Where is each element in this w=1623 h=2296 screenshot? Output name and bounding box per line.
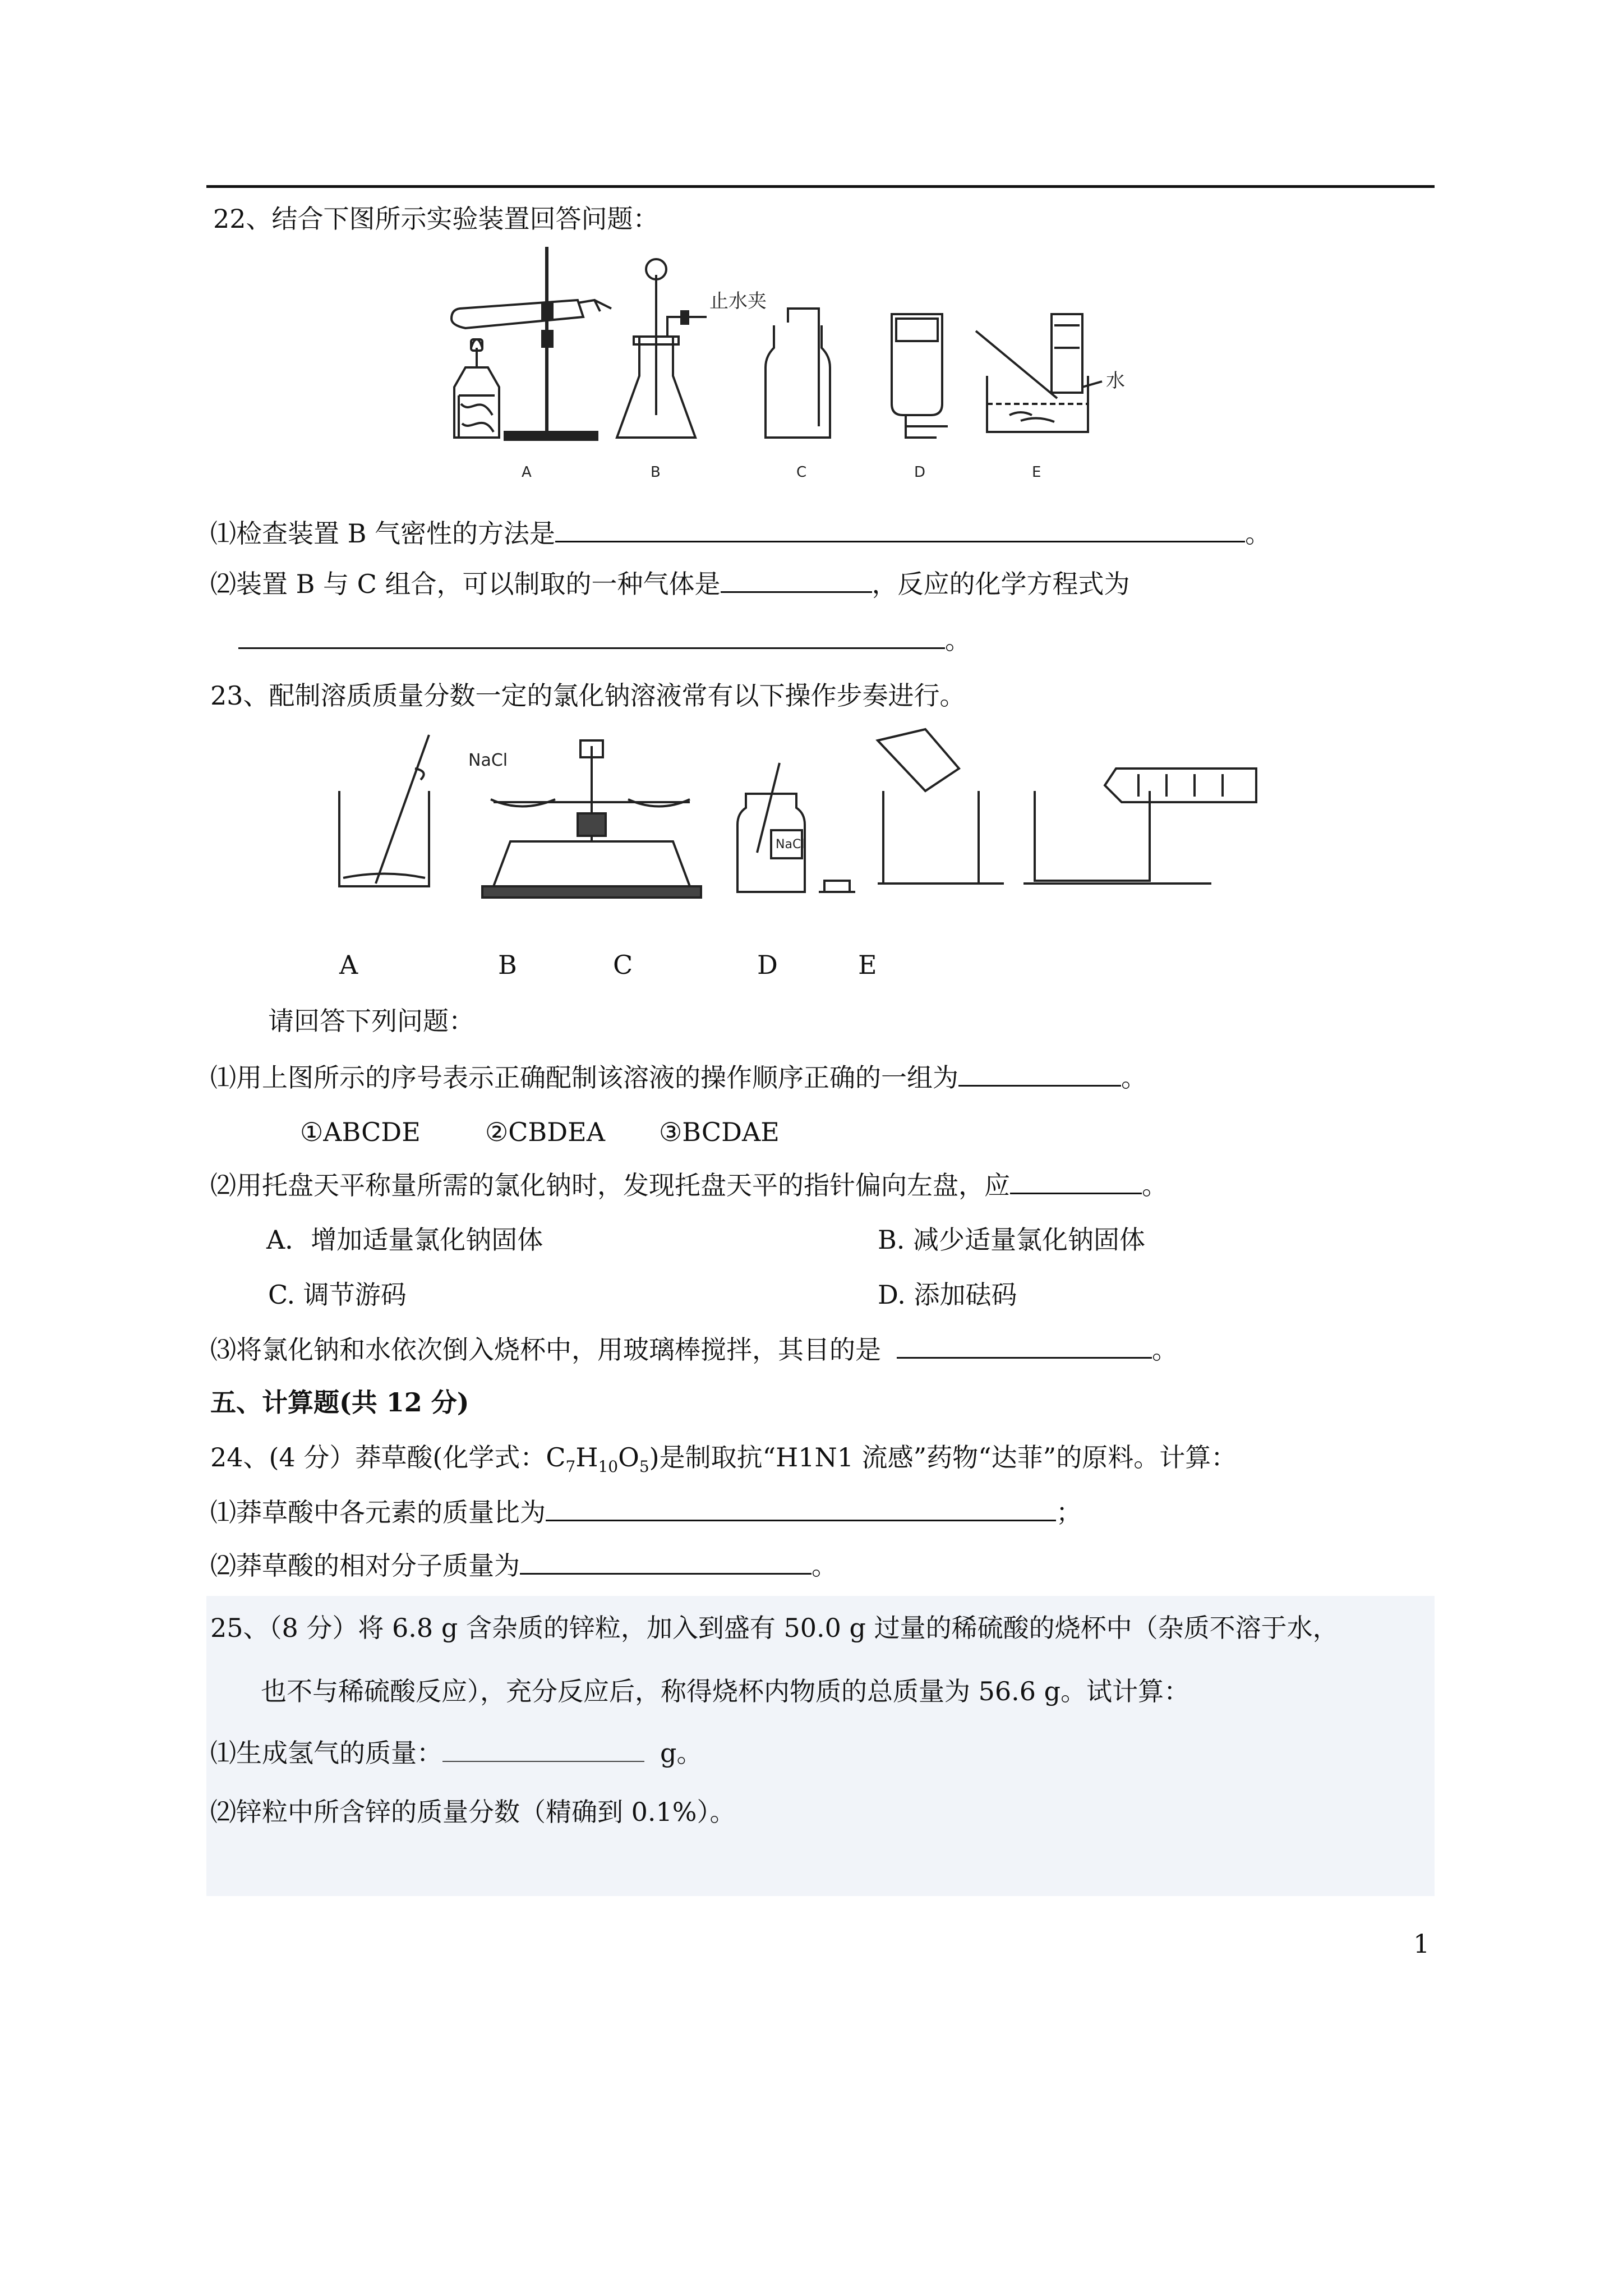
step-e-label: E [858,950,877,980]
q22-equation-line [238,623,971,657]
q24-part2-text: ⑵莽草酸的相对分子质量为 [210,1550,520,1581]
q23-part1 [210,1060,1147,1094]
q22-gas-answer-blank[interactable] [721,567,872,593]
q24-formula-sub-o: 5 [639,1457,649,1476]
q23-procedure-figure [331,729,1284,898]
q23-option-2: ②CBDEA [485,1117,605,1147]
q23-choice-d: D. 添加砝码 [878,1280,1017,1310]
q24-formula-sub-c: 7 [565,1457,576,1476]
q25-line-2: 也不与稀硫酸反应），充分反应后，称得烧杯内物质的总质量为 56.6 g。试计算： [261,1676,1190,1706]
q22-part1-text: ⑴检查装置 B 气密性的方法是 [210,518,556,549]
q22-part1 [210,516,1271,550]
q23-option-3: ③BCDAE [659,1117,780,1147]
q22-apparatus-figure [426,247,1279,482]
apparatus-e-illustration [976,314,1102,432]
q25-part1-end: g。 [660,1738,703,1768]
q23-part2-end: 。 [1142,1170,1168,1200]
q22-part1-end: 。 [1245,518,1271,549]
apparatus-a-illustration [451,247,611,440]
q24-stem-post: )是制取抗“H1N1 流感”药物“达菲”的原料。计算： [649,1442,1237,1473]
q23-balance-answer-blank[interactable] [1010,1168,1142,1194]
q23-stem: 23、配制溶质质量分数一定的氯化钠溶液常有以下操作步奏进行。 [210,680,966,711]
section-5-title: 五、计算题(共 12 分) [210,1387,469,1418]
q24-stem-pre: 24、(4 分）莽草酸(化学式：C [210,1442,566,1473]
step-d-label: D [757,950,778,980]
nacl-bottle-label: NaCl [776,838,805,852]
q24-part2 [210,1548,837,1582]
q24-part1-end: ； [1056,1497,1082,1527]
q25-part1 [210,1736,702,1770]
q22-stem: 22、结合下图所示实验装置回答问题： [213,204,659,234]
water-label: 水 [1106,370,1125,392]
q23-part1-text: ⑴用上图所示的序号表示正确配制该溶液的操作顺序正确的一组为 [210,1062,958,1093]
q23-part2-text: ⑵用托盘天平称量所需的氯化钠时，发现托盘天平的指针偏向左盘，应 [210,1170,1010,1200]
apparatus-b-illustration [617,259,707,438]
apparatus-a-label: A [522,464,532,481]
q22-part2 [210,567,1130,601]
header-rule [206,185,1435,188]
step-b-balance-illustration [482,740,701,898]
q22-part1-answer-blank[interactable] [555,516,1245,542]
q25-line-1: 25、（8 分）将 6.8 g 含杂质的锌粒，加入到盛有 50.0 g 过量的稀硫酸的烧杯中（杂质不溶于水， [210,1613,1339,1643]
q24-formula-o: O [618,1442,639,1473]
q24-part1 [210,1495,1082,1529]
step-a-stirring-illustration [339,735,429,886]
clamp-label: 止水夹 [709,290,767,312]
step-d-funnel-illustration [878,729,1004,884]
q23-option-1: ①ABCDE [300,1117,421,1147]
q23-part2 [210,1168,1168,1202]
q25-part1-text: ⑴生成氢气的质量： [210,1738,442,1768]
q23-part3-text: ⑶将氯化钠和水依次倒入烧杯中，用玻璃棒搅拌，其目的是 [210,1335,881,1365]
q23-choice-a: A．增加适量氯化钠固体 [266,1225,543,1255]
page-number: 1 [1413,1929,1430,1959]
apparatus-e-label: E [1032,464,1041,481]
q24-molar-mass-answer-blank[interactable] [520,1548,811,1575]
step-a-label: A [339,950,358,980]
q23-part1-end: 。 [1121,1062,1147,1093]
q22-part2-mid: ，反应的化学方程式为 [872,569,1130,599]
q24-part1-text: ⑴莽草酸中各元素的质量比为 [210,1497,546,1527]
apparatus-b-label: B [651,464,661,481]
apparatus-d-label: D [914,464,926,481]
step-c-label: C [613,950,633,980]
q24-mass-ratio-answer-blank[interactable] [546,1495,1056,1521]
q24-stem [210,1441,1237,1484]
q22-equation-answer-blank[interactable] [238,623,945,649]
step-c-reagent-bottle-illustration [737,763,855,892]
step-b-label: B [498,950,517,980]
q23-choice-b: B. 减少适量氯化钠固体 [878,1225,1146,1255]
step-e-graduated-cylinder-illustration [1023,769,1256,884]
apparatus-d-illustration [892,314,948,438]
q23-order-answer-blank[interactable] [958,1060,1121,1087]
q23-instruction: 请回答下列问题： [268,1006,474,1036]
apparatus-c-illustration [766,309,830,438]
apparatus-c-label: C [796,464,807,481]
q23-part3-end: 。 [1152,1335,1178,1365]
q23-choice-c: C. 调节游码 [268,1280,407,1310]
q24-part2-end: 。 [811,1550,837,1581]
nacl-balance-label: NaCl [468,751,508,770]
q24-formula-sub-h: 10 [598,1457,619,1476]
q24-formula-h: H [575,1442,598,1473]
q25-hydrogen-answer-blank[interactable] [442,1736,644,1762]
q23-stir-answer-blank[interactable] [897,1332,1152,1359]
q23-part3 [210,1332,1178,1366]
q22-part2-text: ⑵装置 B 与 C 组合，可以制取的一种气体是 [210,569,721,599]
q22-part2-end: 。 [945,625,971,655]
q25-part2: ⑵锌粒中所含锌的质量分数（精确到 0.1%）。 [210,1797,736,1827]
